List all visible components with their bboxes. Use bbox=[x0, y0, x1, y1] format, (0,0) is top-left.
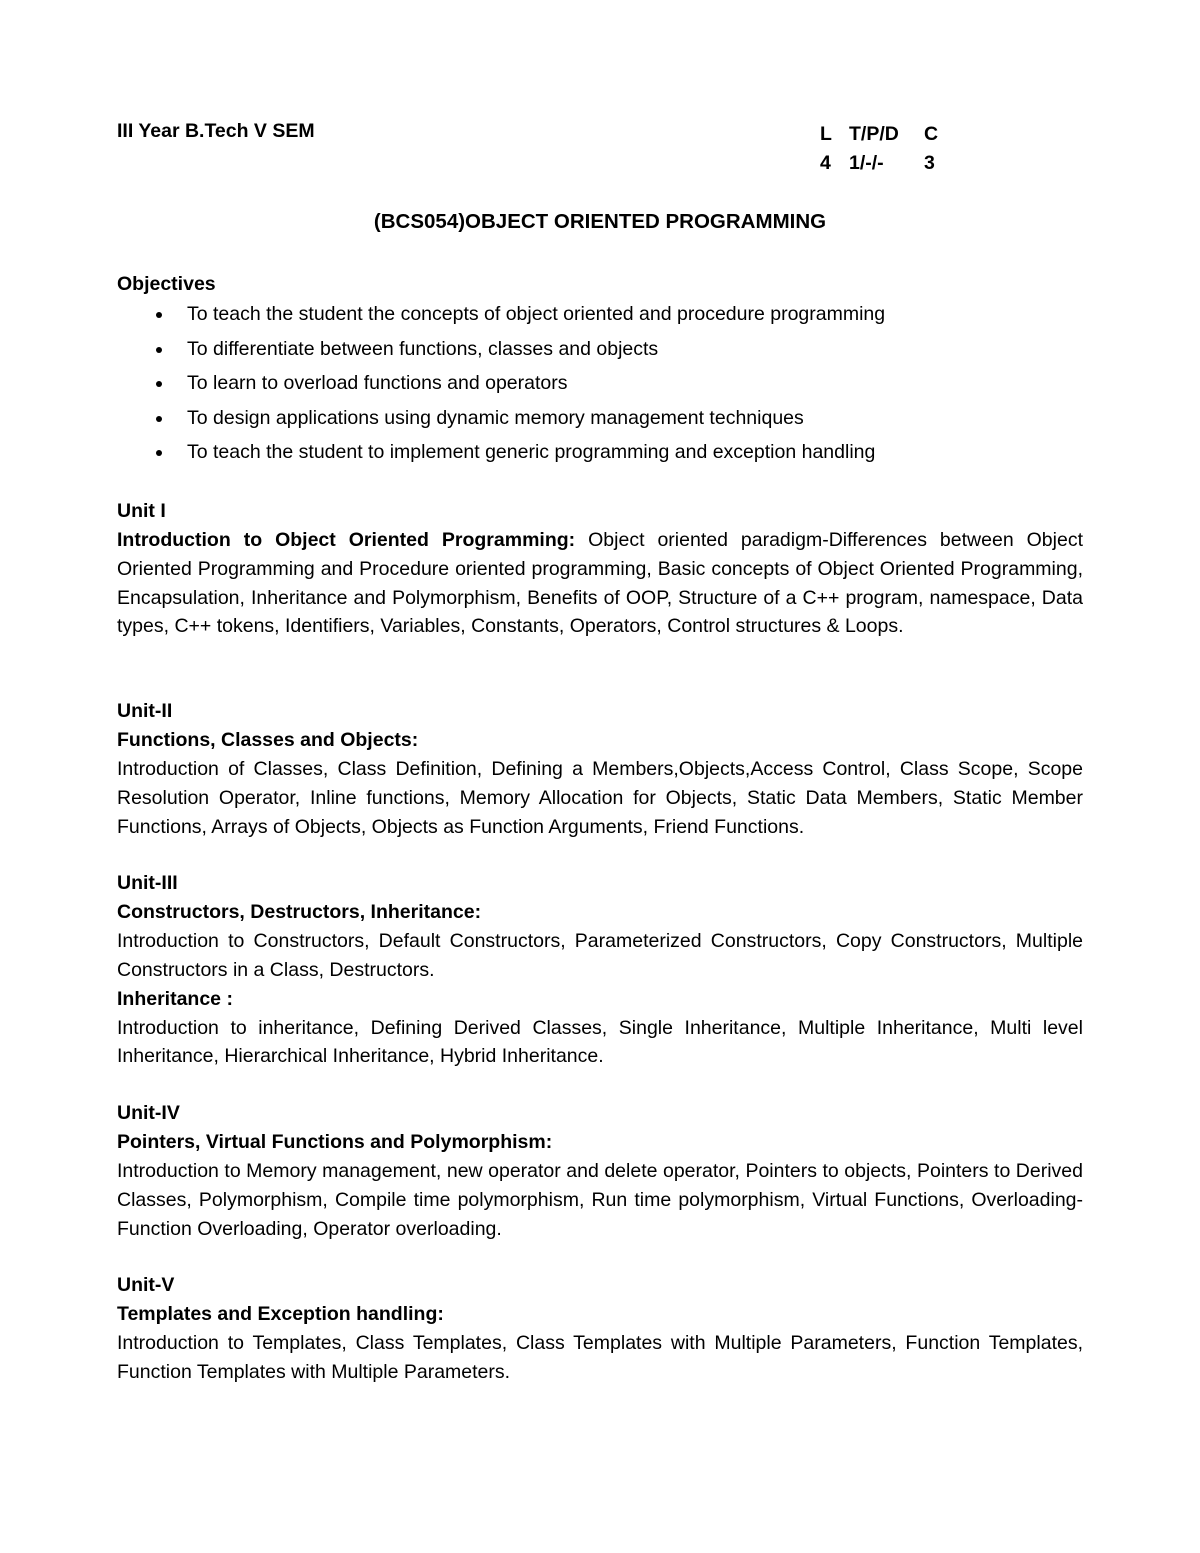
objective-item: To teach the student to implement generic programming and exception handling bbox=[117, 435, 1083, 470]
credits-labels-row bbox=[820, 120, 944, 149]
unit-3-text: Introduction to Constructors, Default Constructors, Parameterized Constructors, Copy Constructors, Multiple Constructors in a Class, Destructors. bbox=[117, 930, 1083, 981]
course-title: (BCS054)OBJECT ORIENTED PROGRAMMING bbox=[373, 210, 827, 233]
objective-item: To teach the student the concepts of object oriented and procedure programming bbox=[117, 297, 1083, 332]
unit-3-topic: Constructors, Destructors, Inheritance: bbox=[117, 901, 482, 923]
syllabus-page bbox=[117, 118, 1083, 1383]
unit-2-label: Unit-II bbox=[117, 700, 173, 722]
syllabus-header bbox=[117, 118, 1083, 178]
unit-4-topic: Pointers, Virtual Functions and Polymorphism: bbox=[117, 1131, 553, 1153]
bullet-icon bbox=[156, 450, 162, 456]
unit-1-section bbox=[117, 497, 1083, 641]
unit-5-label: Unit-V bbox=[117, 1274, 175, 1296]
year-semester: III Year B.Tech V SEM bbox=[117, 120, 315, 142]
unit-2-section bbox=[117, 697, 1083, 841]
credits-value: 3 bbox=[924, 152, 935, 174]
lecture-label: L bbox=[820, 123, 832, 145]
objective-item: To learn to overload functions and operators bbox=[117, 366, 1083, 401]
credits-values-row bbox=[820, 149, 944, 178]
unit-4-text: Introduction to Memory management, new operator and delete operator, Pointers to objects, Pointers to Derived Classes, Polymorphism, Compile time polymorphism, Run time polymorphism, Virtual Functions, Overloading- Function Overloading, Operator overloading. bbox=[117, 1160, 1083, 1240]
unit-3-section bbox=[117, 869, 1083, 1071]
unit-5-text: Introduction to Templates, Class Templates, Class Templates with Multiple Parameters, Function Templates, Function Templates with Multiple Parameters. bbox=[117, 1332, 1083, 1383]
bullet-icon bbox=[156, 381, 162, 387]
unit-2-topic: Functions, Classes and Objects: bbox=[117, 729, 419, 751]
objectives-section bbox=[117, 271, 1083, 470]
unit-3-label: Unit-III bbox=[117, 872, 178, 894]
unit-3-subtopic: Inheritance : bbox=[117, 987, 233, 1010]
lecture-value: 4 bbox=[820, 152, 831, 174]
credits-table bbox=[820, 120, 944, 178]
unit-4-section bbox=[117, 1099, 1083, 1243]
unit-5-section bbox=[117, 1271, 1083, 1387]
objectives-heading: Objectives bbox=[117, 273, 216, 295]
bullet-icon bbox=[156, 416, 162, 422]
unit-3-subtopic-text: Introduction to inheritance, Defining Derived Classes, Single Inheritance, Multiple Inheritance, Multi level Inheritance, Hierarchical Inheritance, Hybrid Inheritance. bbox=[117, 1016, 1083, 1068]
unit-1-text: Object oriented paradigm-Differences between Object Oriented Programming and Procedure oriented programming, Basic concepts of Object Oriented Programming, Encapsulation, Inheritance and Polymorphism, Benefits of OOP, Structure of a C++ program, namespace, Data types, C++ tokens, Identifiers, Variables, Constants, Operators, Control structures & Loops. bbox=[117, 529, 1083, 638]
bullet-icon bbox=[156, 312, 162, 318]
objectives-list bbox=[117, 297, 1083, 470]
unit-4-label: Unit-IV bbox=[117, 1102, 180, 1124]
tutorial-practical-label: T/P/D bbox=[849, 123, 899, 145]
unit-5-topic: Templates and Exception handling: bbox=[117, 1303, 444, 1325]
unit-1-label: Unit I bbox=[117, 500, 166, 522]
bullet-icon bbox=[156, 347, 162, 353]
unit-2-text: Introduction of Classes, Class Definition, Defining a Members,Objects,Access Control, Class Scope, Scope Resolution Operator, Inline functions, Memory Allocation for Objects, Static Data Members, Static Member Functions, Arrays of Objects, Objects as Function Arguments, Friend Functions. bbox=[117, 758, 1083, 838]
unit-1-topic: Introduction to Object Oriented Programming: bbox=[117, 529, 576, 551]
tutorial-practical-value: 1/-/- bbox=[849, 152, 884, 174]
unit-1-content bbox=[117, 526, 1083, 641]
objective-item: To differentiate between functions, classes and objects bbox=[117, 332, 1083, 367]
credits-label: C bbox=[924, 123, 939, 145]
objective-item: To design applications using dynamic memory management techniques bbox=[117, 401, 1083, 436]
